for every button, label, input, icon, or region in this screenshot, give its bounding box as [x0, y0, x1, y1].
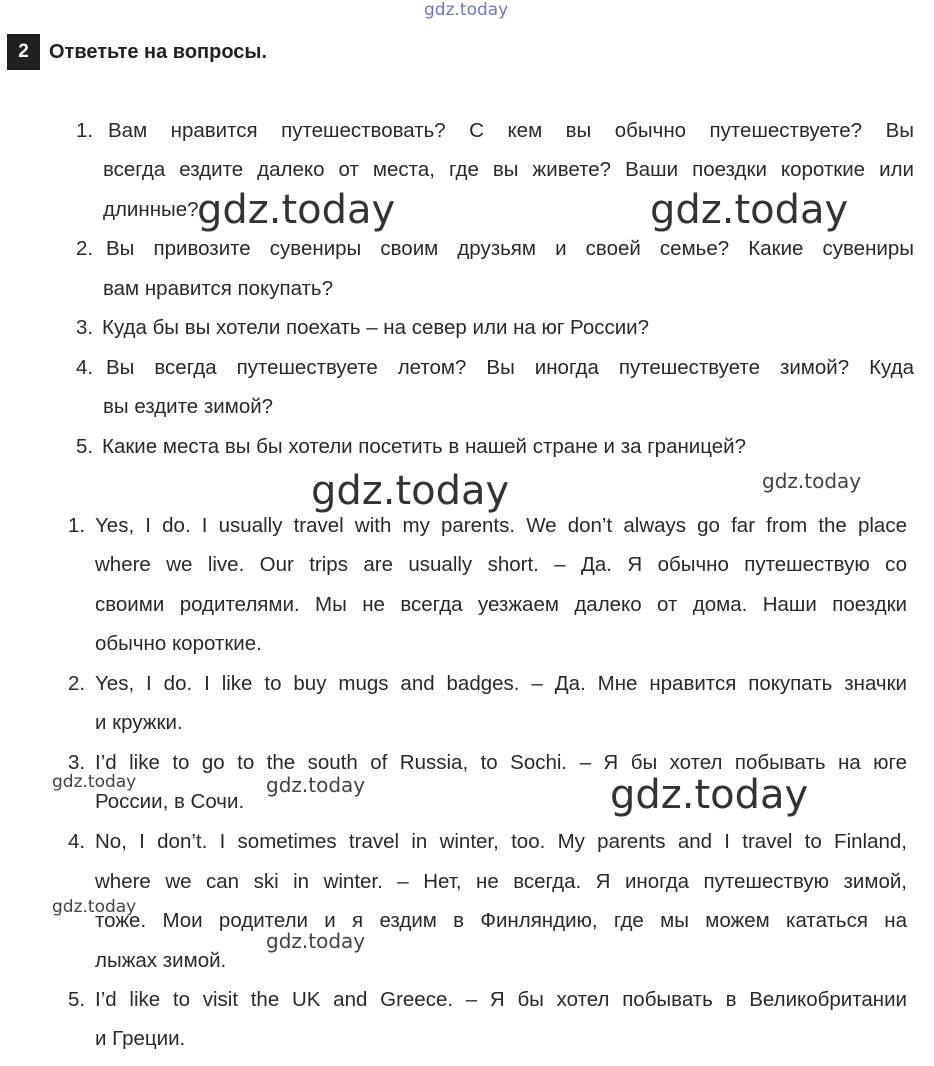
watermark: gdz.today: [266, 773, 366, 797]
task-header: [7, 34, 267, 70]
answer-text: No, I don’t. I sometimes travel in winter, too. My parents and I travel to Finland,: [95, 830, 907, 853]
watermark: gdz.today: [52, 772, 137, 792]
answer-text: своими родителями. Мы не всегда уезжаем далеко от дома. Наши поездки: [95, 593, 907, 616]
question-text: Вы привозите сувениры своим друзьям и своей семье? Какие сувениры: [106, 237, 914, 260]
answer-marker: 3.: [68, 751, 86, 774]
question-text: длинные?: [103, 198, 199, 221]
answer-text: тоже. Мои родители и я ездим в Финляндию, где мы можем кататься на: [95, 909, 907, 932]
question-marker: 1.: [76, 119, 94, 142]
task-title: Ответьте на вопросы.: [49, 40, 268, 63]
answer-text: обычно короткие.: [95, 632, 262, 655]
answer-text: и кружки.: [95, 711, 183, 734]
answer-marker: 1.: [68, 514, 86, 537]
answer-text: where we live. Our trips are usually short. – Да. Я обычно путешествую со: [95, 553, 907, 576]
question-marker: 3.: [76, 316, 94, 339]
question-text: вам нравится покупать?: [103, 277, 333, 300]
answer-text: России, в Сочи.: [95, 790, 245, 813]
watermark: gdz.today: [197, 187, 396, 233]
answer-marker: 2.: [68, 672, 86, 695]
answer-marker: 4.: [68, 830, 86, 853]
question-text: Какие места вы бы хотели посетить в нашей стране и за границей?: [102, 435, 747, 458]
question-text: вы ездите зимой?: [103, 395, 274, 418]
answer-text: Yes, I do. I usually travel with my parents. We don’t always go far from the place: [95, 514, 907, 537]
question-marker: 5.: [76, 435, 94, 458]
watermark: gdz.today: [610, 772, 809, 818]
answer-text: лыжах зимой.: [95, 949, 227, 972]
question-text: Вам нравится путешествовать? С кем вы обычно путешествуете? Вы: [108, 119, 914, 142]
question-text: всегда ездите далеко от места, где вы живете? Ваши поездки короткие или: [103, 158, 914, 181]
watermark: gdz.today: [266, 929, 366, 953]
question-text: Вы всегда путешествуете летом? Вы иногда путешествуете зимой? Куда: [106, 356, 914, 379]
answer-text: I’d like to visit the UK and Greece. – Я бы хотел побывать в Великобритании: [95, 988, 907, 1011]
watermark: gdz.today: [762, 469, 862, 493]
answer-marker: 5.: [68, 988, 86, 1011]
task-number-badge: 2: [7, 34, 40, 70]
watermark: gdz.today: [424, 0, 509, 20]
answer-text: I’d like to go to the south of Russia, to Sochi. – Я бы хотел побывать на юге: [95, 751, 907, 774]
question-marker: 4.: [76, 356, 94, 379]
answer-text: Yes, I do. I like to buy mugs and badges. – Да. Мне нравится покупать значки: [95, 672, 907, 695]
watermark: gdz.today: [52, 897, 137, 917]
watermark: gdz.today: [650, 187, 849, 233]
watermark: gdz.today: [311, 468, 510, 514]
question-text: Куда бы вы хотели поехать – на север или на юг России?: [102, 316, 650, 339]
question-marker: 2.: [76, 237, 94, 260]
answer-text: where we can ski in winter. – Нет, не всегда. Я иногда путешествую зимой,: [95, 870, 907, 893]
answer-text: и Греции.: [95, 1027, 186, 1050]
